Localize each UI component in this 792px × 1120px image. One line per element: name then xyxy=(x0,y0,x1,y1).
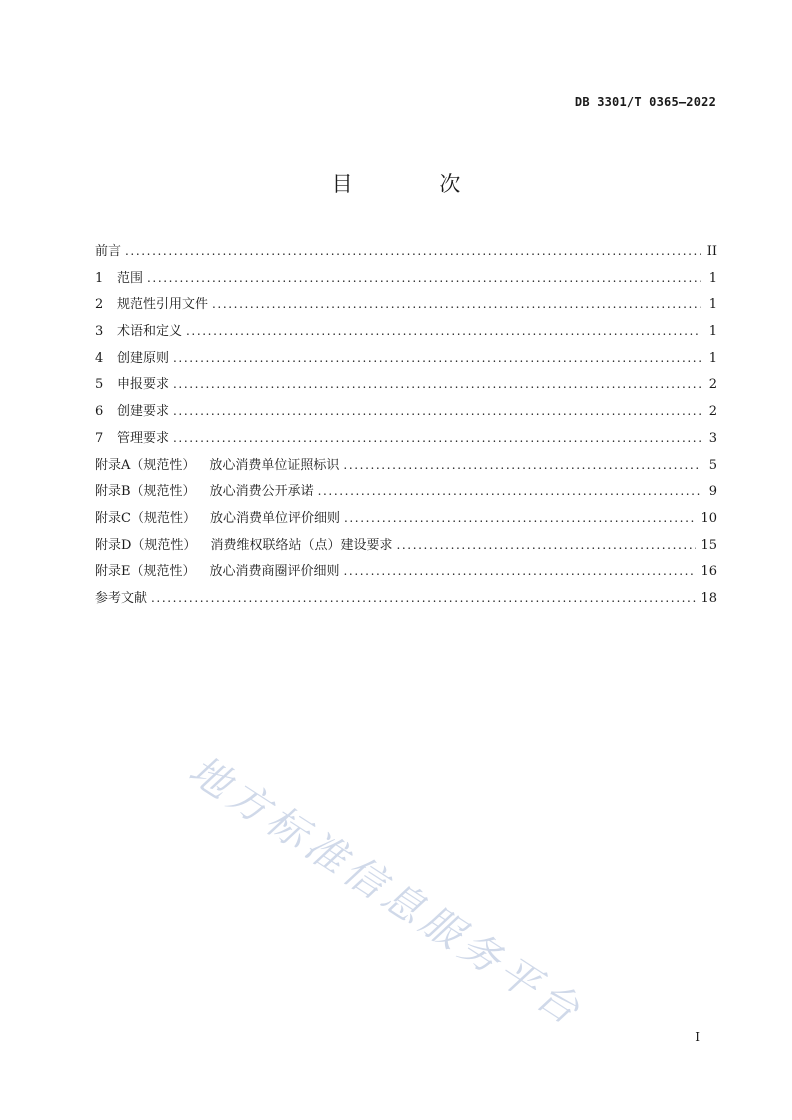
toc-page-number: 1 xyxy=(708,324,717,340)
toc-annex-tag: 附录A（规范性） xyxy=(95,457,196,473)
toc-entry-annex-a[interactable] xyxy=(95,452,717,479)
toc-annex-tag: 附录E（规范性） xyxy=(95,564,196,580)
toc-entry-label: 5 申报要求 xyxy=(95,372,169,399)
toc-entry-normative-references[interactable] xyxy=(95,291,717,318)
toc-entry-bibliography[interactable] xyxy=(95,585,717,612)
toc-entry-application[interactable] xyxy=(95,371,717,398)
toc-page-number: 9 xyxy=(708,484,717,500)
toc-page-number: 3 xyxy=(708,430,717,446)
toc-entry-label: 附录C（规范性） 放心消费单位评价细则 xyxy=(95,506,340,533)
footer-page-number: I xyxy=(695,1030,700,1044)
toc-entry-terms-definitions[interactable] xyxy=(95,318,717,345)
toc-entry-management[interactable] xyxy=(95,425,717,452)
table-of-contents xyxy=(95,238,717,612)
toc-entry-label: 7 管理要求 xyxy=(95,426,169,453)
toc-entry-label: 1 范围 xyxy=(95,266,143,293)
toc-page-number: 1 xyxy=(708,270,717,286)
toc-entry-label: 2 规范性引用文件 xyxy=(95,292,208,319)
watermark-text: 地方标准信息服务平台 xyxy=(180,747,592,1037)
toc-leader-dots xyxy=(344,505,696,532)
toc-entry-principles[interactable] xyxy=(95,345,717,372)
toc-entry-annex-d[interactable] xyxy=(95,532,717,559)
toc-entry-label: 附录E（规范性） 放心消费商圈评价细则 xyxy=(95,559,340,586)
toc-leader-dots xyxy=(344,558,697,585)
toc-entry-label: 3 术语和定义 xyxy=(95,319,182,346)
toc-page-number: 16 xyxy=(700,564,717,580)
toc-entry-number: 3 xyxy=(95,324,104,340)
toc-leader-dots xyxy=(151,585,696,612)
toc-entry-label: 附录A（规范性） 放心消费单位证照标识 xyxy=(95,453,339,480)
toc-annex-tag: 附录B（规范性） xyxy=(95,484,196,500)
toc-leader-dots xyxy=(396,532,696,559)
toc-annex-tag: 附录C（规范性） xyxy=(95,510,196,526)
toc-entry-label: 6 创建要求 xyxy=(95,399,169,426)
toc-entry-label: 4 创建原则 xyxy=(95,346,169,373)
toc-page-number: 18 xyxy=(700,590,717,606)
toc-page-number: 1 xyxy=(708,297,717,313)
toc-leader-dots xyxy=(173,345,701,372)
toc-leader-dots xyxy=(173,371,701,398)
toc-entry-annex-b[interactable] xyxy=(95,478,717,505)
toc-page-number: II xyxy=(706,244,717,259)
toc-leader-dots xyxy=(173,425,701,452)
toc-entry-label: 前言 xyxy=(95,244,122,259)
toc-page-number: 2 xyxy=(708,404,717,420)
document-code: DB 3301/T 0365—2022 xyxy=(574,95,716,109)
toc-entry-number: 7 xyxy=(95,430,104,446)
toc-leader-dots xyxy=(212,291,701,318)
toc-entry-creation[interactable] xyxy=(95,398,717,425)
toc-leader-dots xyxy=(173,398,701,425)
toc-entry-annex-e[interactable] xyxy=(95,558,717,585)
toc-entry-number: 6 xyxy=(95,404,104,420)
toc-page-number: 10 xyxy=(700,510,717,526)
toc-leader-dots xyxy=(147,265,701,292)
toc-page-number: 2 xyxy=(708,377,717,393)
toc-entry-foreword[interactable] xyxy=(95,238,717,265)
toc-page-number: 1 xyxy=(708,350,717,366)
toc-page-number: 5 xyxy=(708,457,717,473)
toc-page-number: 15 xyxy=(700,537,717,553)
toc-leader-dots xyxy=(186,318,701,345)
toc-entry-number: 4 xyxy=(95,350,104,366)
toc-title: 目 次 xyxy=(331,172,501,196)
toc-entry-label: 参考文献 xyxy=(95,590,148,606)
toc-annex-tag: 附录D（规范性） xyxy=(95,537,197,553)
toc-entry-number: 1 xyxy=(95,270,104,286)
toc-entry-scope[interactable] xyxy=(95,265,717,292)
toc-leader-dots xyxy=(318,478,701,505)
toc-leader-dots xyxy=(125,238,701,265)
toc-entry-label: 附录D（规范性） 消费维权联络站（点）建设要求 xyxy=(95,533,392,560)
toc-entry-number: 2 xyxy=(95,297,104,313)
toc-entry-label: 附录B（规范性） 放心消费公开承诺 xyxy=(95,479,314,506)
toc-entry-annex-c[interactable] xyxy=(95,505,717,532)
toc-leader-dots xyxy=(343,452,701,479)
toc-entry-number: 5 xyxy=(95,377,104,393)
